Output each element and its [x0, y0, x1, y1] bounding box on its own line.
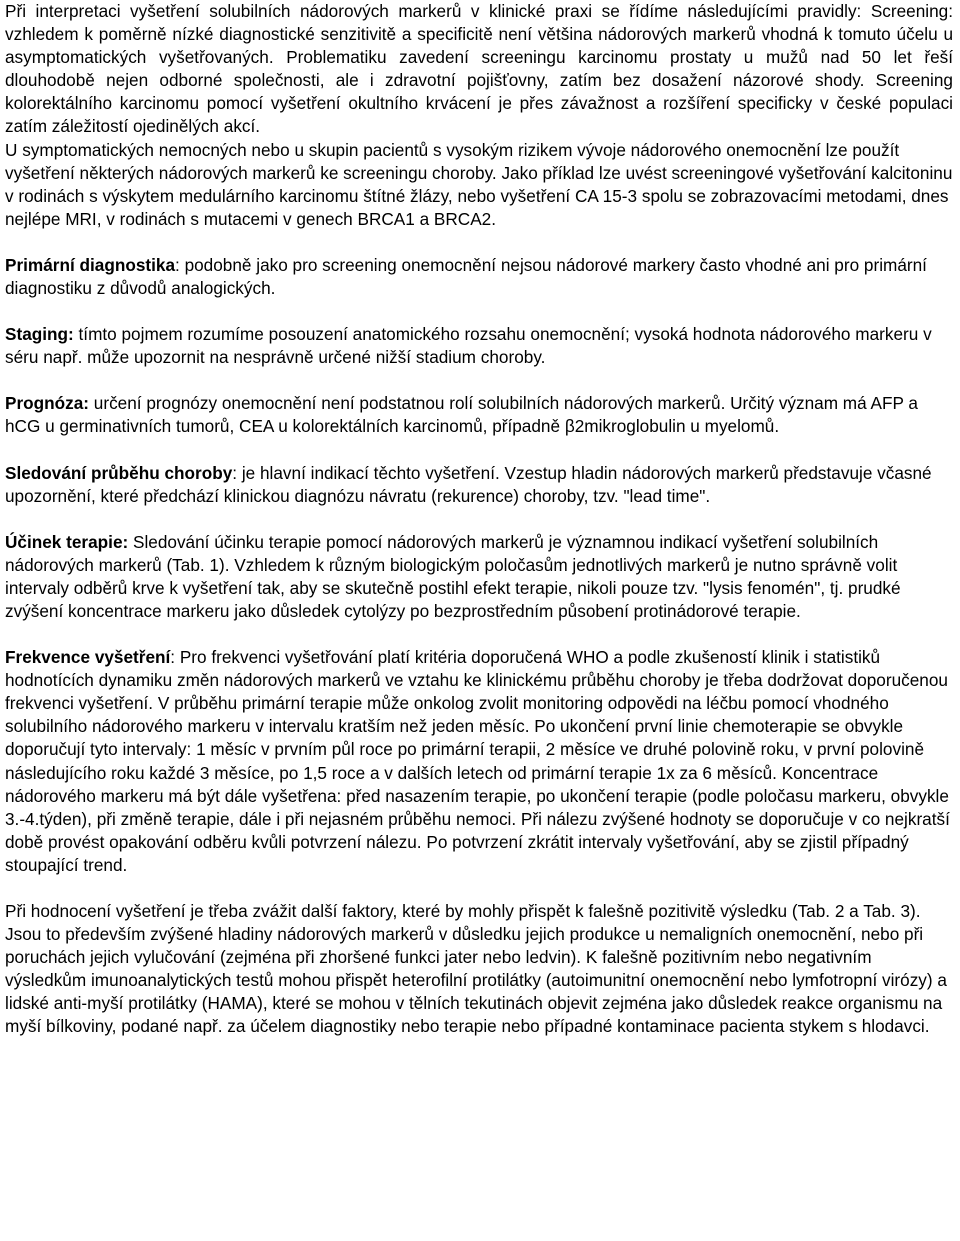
- text-therapy-effect: Sledování účinku terapie pomocí nádorových markerů je významnou indikací vyšetření solubilních nádorových markerů (Tab. 1). Vzhledem k různým biologickým poločasům jednotlivých markerů je nutno správně volit intervaly odběrů krve k vyšetření tak, aby se skutečně postihl efekt terapie, nikoli pouze tzv. "lysis fenomén", tj. prudké zvýšení koncentrace markeru jako důsledek cytolýzy po bezprostředním působení protinádorové terapie.: [5, 531, 901, 621]
- paragraph-monitoring: [5, 462, 953, 508]
- text-monitoring: : je hlavní indikací těchto vyšetření. Vzestup hladin nádorových markerů představuje včasné upozornění, které předchází klinickou diagnózu návratu (rekurence) choroby, tzv. "lead time".: [5, 462, 932, 506]
- paragraph-high-risk-screening: U symptomatických nemocných nebo u skupin pacientů s vysokým rizikem vývoje nádorového onemocnění lze použít vyšetření některých nádorových markerů ke screeningu choroby. Jako příklad lze uvést screeningové vyšetřování kalcitoninu v rodinách s výskytem medulárního karcinomu štítné žlázy, nebo vyšetření CA 15-3 spolu se zobrazovacími metodami, dnes nejlépe MRI, v rodinách s mutacemi v genech BRCA1 a BRCA2.: [5, 139, 953, 229]
- paragraph-prognosis: [5, 392, 953, 438]
- paragraph-false-results: Při hodnocení vyšetření je třeba zvážit další faktory, které by mohly přispět k falešně pozitivitě výsledku (Tab. 2 a Tab. 3). Jsou to především zvýšené hladiny nádorových markerů v důsledku jejich produkce u nemaligních onemocnění, nebo při poruchách jejich vylučování (zejména při zhoršené funkci jater nebo ledvin). K falešně pozitivním nebo negativním výsledkům imunoanalytických testů mohou přispět heterofilní protilátky (autoimunitní onemocnění nebo lymfotropní virózy) a lidské anti-myší protilátky (HAMA), které se mohou v tělních tekutinách objevit zejména jako důsledek reakce organismu na myší bílkoviny, podané např. za účelem diagnostiky nebo terapie nebo případné kontaminace pacienta stykem s hlodavci.: [5, 901, 947, 1037]
- text-primary-diagnostics: : podobně jako pro screening onemocnění nejsou nádorové markery často vhodné ani pro primární diagnostiku z důvodů analogických.: [5, 254, 927, 299]
- paragraph-primary-diagnostics: [5, 254, 953, 300]
- text-prognosis: určení prognózy onemocnění není podstatnou rolí solubilních nádorových markerů. Určitý význam má AFP a hCG u germinativních tumorů, CEA u kolorektálních karcinomů, případně β2mikroglobulin u myelomů.: [5, 393, 918, 437]
- text-frequency: : Pro frekvenci vyšetřování platí kritéria doporučená WHO a podle zkušeností klinik i statistiků hodnotících dynamiku změn nádorových markerů ve vztahu ke klinickému průběhu choroby je třeba dodržovat doporučenou frekvenci vyšetření. V průběhu primární terapie může onkolog zvolit monitoring odpovědi na léčbu pomocí vhodného solubilního nádorového markeru v intervalu kratším než jeden měsíc. Po ukončení první linie chemoterapie se obvykle doporučují tyto intervaly: 1 měsíc v prvním půl roce po primární terapii, 2 měsíce ve druhé polovině roku, v první polovině následujícího roku každé 3 měsíce, po 1,5 roce a v dalších letech od primární terapie 1x za 6 měsíců. Koncentrace nádorového markeru má být dále vyšetřena: před nasazením terapie, po ukončení terapie (podle poločasu markeru, obvykle 3.-4.týden), při změně terapie, dále i při nejasném průběhu nemoci. Při nálezu zvýšené hodnoty se doporučuje v co nejkratší době provést opakování odběru kvůli potvrzení nálezu. Po potvrzení zkrátit intervaly vyšetřování, aby se zjistil případný stoupající trend.: [5, 647, 950, 875]
- heading-primary-diagnostics: Primární diagnostika: [5, 254, 176, 275]
- heading-therapy-effect: Účinek terapie:: [5, 531, 129, 552]
- paragraph-therapy-effect: [5, 531, 953, 623]
- heading-prognosis: Prognóza:: [5, 393, 90, 414]
- paragraph-frequency: [5, 646, 953, 877]
- heading-staging: Staging:: [5, 324, 74, 345]
- text-staging: tímto pojmem rozumíme posouzení anatomického rozsahu onemocnění; vysoká hodnota nádorového markeru v séru např. může upozornit na nesprávně určené nižší stadium choroby.: [5, 324, 932, 368]
- heading-frequency: Frekvence vyšetření: [5, 647, 171, 668]
- paragraph-staging: [5, 323, 953, 369]
- heading-monitoring: Sledování průběhu choroby: [5, 462, 233, 483]
- paragraph-screening: Při interpretaci vyšetření solubilních nádorových markerů v klinické praxi se řídíme následujícími pravidly: Screening: vzhledem k poměrně nízké diagnostické senzitivitě a specificitě není většina nádorových markerů vhodná k tomuto účelu u asymptomatických vyšetřovaných. Problematiku zavedení screeningu karcinomu prostaty u mužů nad 50 let řeší dlouhodobě nejen odborné společnosti, ale i zdravotní pojišťovny, zatím bez dosažení názorové shody. Screening kolorektálního karcinomu pomocí vyšetření okultního krvácení je přes závažnost a rozšíření specificky v české populaci zatím záležitostí ojedinělých akcí.: [5, 1, 953, 137]
